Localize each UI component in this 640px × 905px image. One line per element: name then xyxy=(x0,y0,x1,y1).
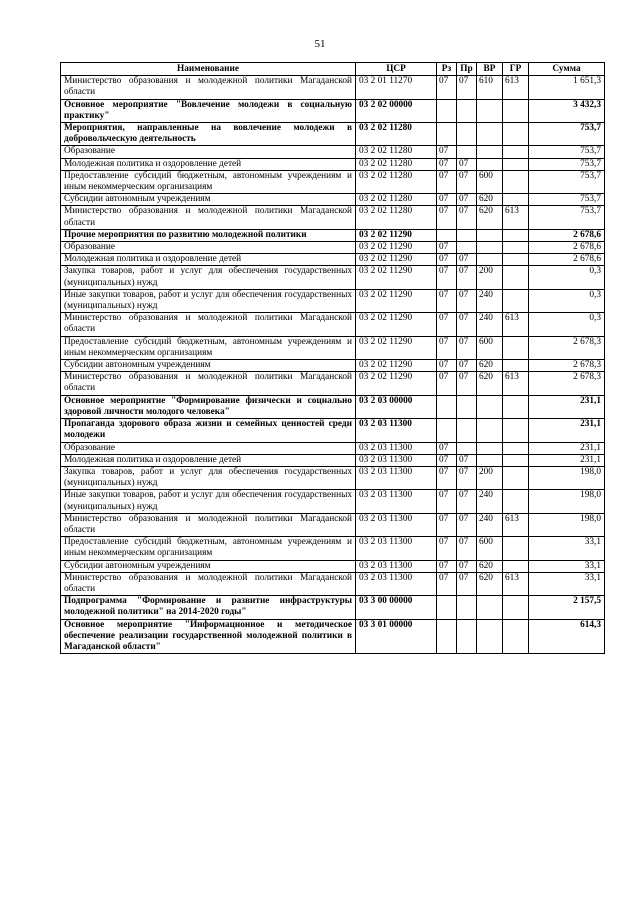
cell-vr: 600 xyxy=(477,336,503,359)
cell-gr xyxy=(503,619,529,654)
cell-name: Предоставление субсидий бюджетным, автономным учреждениям и иным некоммерческим организациям xyxy=(61,170,356,193)
cell-vr: 620 xyxy=(477,372,503,395)
table-row xyxy=(61,229,605,241)
cell-sum: 2 678,6 xyxy=(529,242,605,254)
cell-name: Молодежная политика и оздоровление детей xyxy=(61,454,356,466)
cell-vr xyxy=(477,99,503,122)
cell-pr: 07 xyxy=(457,289,477,312)
cell-sum: 2 678,3 xyxy=(529,336,605,359)
cell-sum: 0,3 xyxy=(529,313,605,336)
table-header-row xyxy=(61,63,605,76)
cell-pr: 07 xyxy=(457,560,477,572)
cell-csr: 03 2 03 11300 xyxy=(356,442,437,454)
page-number: 51 xyxy=(314,38,326,50)
cell-gr: 613 xyxy=(503,206,529,229)
table-row xyxy=(61,419,605,442)
cell-sum: 231,1 xyxy=(529,442,605,454)
cell-sum: 2 157,5 xyxy=(529,596,605,619)
table-row xyxy=(61,76,605,99)
cell-csr: 03 2 03 00000 xyxy=(356,395,437,418)
cell-vr: 620 xyxy=(477,194,503,206)
cell-csr: 03 2 02 11290 xyxy=(356,336,437,359)
cell-csr: 03 2 02 00000 xyxy=(356,99,437,122)
table-row xyxy=(61,454,605,466)
cell-rz xyxy=(437,419,457,442)
cell-pr: 07 xyxy=(457,372,477,395)
cell-sum: 231,1 xyxy=(529,454,605,466)
cell-rz: 07 xyxy=(437,372,457,395)
cell-name: Иные закупки товаров, работ и услуг для обеспечения государственных (муниципальных) нужд xyxy=(61,289,356,312)
cell-name: Основное мероприятие "Формирование физически и социально здоровой личности молодого человека" xyxy=(61,395,356,418)
cell-csr: 03 2 02 11280 xyxy=(356,158,437,170)
cell-name: Министерство образования и молодежной политики Магаданской области xyxy=(61,513,356,536)
cell-pr xyxy=(457,596,477,619)
cell-rz: 07 xyxy=(437,572,457,595)
cell-csr: 03 2 02 11290 xyxy=(356,372,437,395)
cell-pr: 07 xyxy=(457,572,477,595)
header-pr: Пр xyxy=(457,63,477,76)
cell-vr xyxy=(477,619,503,654)
table-row xyxy=(61,572,605,595)
cell-rz: 07 xyxy=(437,454,457,466)
cell-vr: 620 xyxy=(477,560,503,572)
table-row xyxy=(61,360,605,372)
cell-sum: 753,7 xyxy=(529,194,605,206)
cell-sum: 231,1 xyxy=(529,419,605,442)
cell-vr: 200 xyxy=(477,466,503,489)
cell-sum: 753,7 xyxy=(529,123,605,146)
cell-sum: 198,0 xyxy=(529,490,605,513)
table-row xyxy=(61,123,605,146)
table-row xyxy=(61,289,605,312)
header-sum: Сумма xyxy=(529,63,605,76)
table-row xyxy=(61,242,605,254)
cell-rz: 07 xyxy=(437,146,457,158)
table-row xyxy=(61,254,605,266)
cell-sum: 198,0 xyxy=(529,466,605,489)
table-row xyxy=(61,537,605,560)
cell-gr xyxy=(503,442,529,454)
cell-pr: 07 xyxy=(457,170,477,193)
cell-name: Основное мероприятие "Вовлечение молодежи в социальную практику" xyxy=(61,99,356,122)
cell-rz: 07 xyxy=(437,289,457,312)
cell-vr xyxy=(477,596,503,619)
table-row xyxy=(61,146,605,158)
cell-rz xyxy=(437,99,457,122)
cell-rz: 07 xyxy=(437,537,457,560)
cell-csr: 03 2 02 11280 xyxy=(356,146,437,158)
cell-name: Пропаганда здорового образа жизни и семейных ценностей среди молодежи xyxy=(61,419,356,442)
cell-pr: 07 xyxy=(457,158,477,170)
cell-pr: 07 xyxy=(457,313,477,336)
cell-pr xyxy=(457,123,477,146)
cell-csr: 03 2 03 11300 xyxy=(356,560,437,572)
cell-csr: 03 2 02 11280 xyxy=(356,206,437,229)
cell-gr xyxy=(503,419,529,442)
cell-gr xyxy=(503,242,529,254)
cell-csr: 03 2 03 11300 xyxy=(356,572,437,595)
cell-name: Министерство образования и молодежной политики Магаданской области xyxy=(61,372,356,395)
cell-vr: 620 xyxy=(477,206,503,229)
cell-csr: 03 2 02 11290 xyxy=(356,289,437,312)
cell-gr xyxy=(503,146,529,158)
table-row xyxy=(61,619,605,654)
table-body xyxy=(61,76,605,654)
cell-name: Основное мероприятие "Информационное и методическое обеспечение реализации государственной молодежной политики в Магаданской области" xyxy=(61,619,356,654)
cell-pr: 07 xyxy=(457,490,477,513)
cell-rz: 07 xyxy=(437,206,457,229)
cell-pr xyxy=(457,99,477,122)
cell-pr xyxy=(457,242,477,254)
table-row xyxy=(61,158,605,170)
cell-csr: 03 2 03 11300 xyxy=(356,454,437,466)
cell-vr xyxy=(477,146,503,158)
cell-name: Предоставление субсидий бюджетным, автономным учреждениям и иным некоммерческим организациям xyxy=(61,336,356,359)
cell-rz: 07 xyxy=(437,560,457,572)
cell-vr xyxy=(477,454,503,466)
table-row xyxy=(61,99,605,122)
cell-gr xyxy=(503,289,529,312)
cell-gr xyxy=(503,336,529,359)
cell-pr xyxy=(457,229,477,241)
header-vr: ВР xyxy=(477,63,503,76)
cell-gr xyxy=(503,560,529,572)
cell-pr: 07 xyxy=(457,466,477,489)
table-row xyxy=(61,336,605,359)
cell-csr: 03 3 01 00000 xyxy=(356,619,437,654)
cell-gr xyxy=(503,99,529,122)
cell-rz xyxy=(437,596,457,619)
cell-vr: 610 xyxy=(477,76,503,99)
cell-name: Закупка товаров, работ и услуг для обеспечения государственных (муниципальных) нужд xyxy=(61,466,356,489)
cell-sum: 2 678,3 xyxy=(529,360,605,372)
cell-name: Молодежная политика и оздоровление детей xyxy=(61,158,356,170)
cell-rz: 07 xyxy=(437,76,457,99)
table-row xyxy=(61,560,605,572)
cell-csr: 03 2 02 11290 xyxy=(356,360,437,372)
cell-gr: 613 xyxy=(503,513,529,536)
table-row xyxy=(61,170,605,193)
cell-gr xyxy=(503,158,529,170)
cell-pr xyxy=(457,419,477,442)
cell-rz: 07 xyxy=(437,313,457,336)
cell-vr xyxy=(477,254,503,266)
header-name: Наименование xyxy=(61,63,356,76)
cell-csr: 03 2 02 11290 xyxy=(356,229,437,241)
cell-csr: 03 2 01 11270 xyxy=(356,76,437,99)
table-row xyxy=(61,442,605,454)
cell-pr: 07 xyxy=(457,360,477,372)
cell-rz: 07 xyxy=(437,336,457,359)
cell-pr: 07 xyxy=(457,76,477,99)
cell-pr xyxy=(457,146,477,158)
cell-csr: 03 2 02 11290 xyxy=(356,313,437,336)
cell-rz: 07 xyxy=(437,254,457,266)
cell-gr xyxy=(503,360,529,372)
header-csr: ЦСР xyxy=(356,63,437,76)
cell-rz xyxy=(437,395,457,418)
cell-vr xyxy=(477,419,503,442)
cell-vr xyxy=(477,229,503,241)
cell-gr: 613 xyxy=(503,76,529,99)
cell-gr xyxy=(503,537,529,560)
cell-gr: 613 xyxy=(503,313,529,336)
cell-vr: 620 xyxy=(477,572,503,595)
cell-vr xyxy=(477,123,503,146)
cell-rz: 07 xyxy=(437,360,457,372)
table-row xyxy=(61,194,605,206)
cell-name: Субсидии автономным учреждениям xyxy=(61,360,356,372)
cell-gr xyxy=(503,466,529,489)
cell-pr: 07 xyxy=(457,206,477,229)
cell-rz: 07 xyxy=(437,242,457,254)
cell-gr xyxy=(503,170,529,193)
table-row xyxy=(61,372,605,395)
cell-csr: 03 2 02 11280 xyxy=(356,194,437,206)
cell-name: Иные закупки товаров, работ и услуг для обеспечения государственных (муниципальных) нужд xyxy=(61,490,356,513)
cell-vr: 200 xyxy=(477,266,503,289)
cell-pr xyxy=(457,619,477,654)
cell-sum: 753,7 xyxy=(529,158,605,170)
cell-vr: 240 xyxy=(477,490,503,513)
cell-sum: 753,7 xyxy=(529,206,605,229)
cell-gr xyxy=(503,454,529,466)
cell-rz: 07 xyxy=(437,513,457,536)
cell-rz: 07 xyxy=(437,466,457,489)
cell-name: Образование xyxy=(61,242,356,254)
cell-gr xyxy=(503,123,529,146)
cell-sum: 614,3 xyxy=(529,619,605,654)
cell-name: Образование xyxy=(61,442,356,454)
cell-sum: 231,1 xyxy=(529,395,605,418)
cell-name: Субсидии автономным учреждениям xyxy=(61,560,356,572)
table-row xyxy=(61,490,605,513)
cell-vr: 600 xyxy=(477,170,503,193)
cell-csr: 03 2 03 11300 xyxy=(356,513,437,536)
cell-pr: 07 xyxy=(457,266,477,289)
cell-vr: 240 xyxy=(477,513,503,536)
cell-rz: 07 xyxy=(437,490,457,513)
cell-gr xyxy=(503,266,529,289)
cell-csr: 03 2 03 11300 xyxy=(356,419,437,442)
cell-sum: 0,3 xyxy=(529,289,605,312)
table-row xyxy=(61,266,605,289)
cell-pr: 07 xyxy=(457,537,477,560)
header-gr: ГР xyxy=(503,63,529,76)
cell-csr: 03 2 02 11290 xyxy=(356,266,437,289)
cell-vr: 600 xyxy=(477,537,503,560)
cell-vr: 240 xyxy=(477,289,503,312)
cell-gr: 613 xyxy=(503,372,529,395)
cell-name: Предоставление субсидий бюджетным, автономным учреждениям и иным некоммерческим организациям xyxy=(61,537,356,560)
cell-vr xyxy=(477,442,503,454)
cell-sum: 33,1 xyxy=(529,572,605,595)
table-row xyxy=(61,206,605,229)
cell-gr xyxy=(503,395,529,418)
cell-vr xyxy=(477,395,503,418)
cell-gr xyxy=(503,194,529,206)
cell-pr xyxy=(457,442,477,454)
cell-sum: 1 651,3 xyxy=(529,76,605,99)
cell-gr: 613 xyxy=(503,572,529,595)
cell-pr: 07 xyxy=(457,254,477,266)
cell-sum: 3 432,3 xyxy=(529,99,605,122)
table-row xyxy=(61,596,605,619)
cell-gr xyxy=(503,229,529,241)
cell-vr xyxy=(477,242,503,254)
cell-gr xyxy=(503,596,529,619)
cell-sum: 753,7 xyxy=(529,170,605,193)
cell-csr: 03 3 00 00000 xyxy=(356,596,437,619)
cell-rz: 07 xyxy=(437,158,457,170)
cell-sum: 2 678,6 xyxy=(529,254,605,266)
cell-rz xyxy=(437,229,457,241)
cell-name: Субсидии автономным учреждениям xyxy=(61,194,356,206)
cell-rz xyxy=(437,123,457,146)
cell-name: Мероприятия, направленные на вовлечение молодежи в добровольческую деятельность xyxy=(61,123,356,146)
header-rz: Рз xyxy=(437,63,457,76)
cell-name: Подпрограмма "Формирование и развитие инфраструктуры молодежной политики" на 2014-2020 годы" xyxy=(61,596,356,619)
cell-pr xyxy=(457,395,477,418)
cell-csr: 03 2 02 11280 xyxy=(356,123,437,146)
cell-vr xyxy=(477,158,503,170)
cell-gr xyxy=(503,254,529,266)
cell-sum: 33,1 xyxy=(529,537,605,560)
cell-name: Министерство образования и молодежной политики Магаданской области xyxy=(61,313,356,336)
cell-name: Молодежная политика и оздоровление детей xyxy=(61,254,356,266)
cell-rz xyxy=(437,619,457,654)
cell-pr: 07 xyxy=(457,336,477,359)
cell-name: Министерство образования и молодежной политики Магаданской области xyxy=(61,76,356,99)
table-row xyxy=(61,513,605,536)
cell-sum: 2 678,3 xyxy=(529,372,605,395)
table-row xyxy=(61,466,605,489)
cell-csr: 03 2 02 11280 xyxy=(356,170,437,193)
cell-csr: 03 2 03 11300 xyxy=(356,537,437,560)
cell-sum: 33,1 xyxy=(529,560,605,572)
cell-rz: 07 xyxy=(437,194,457,206)
cell-gr xyxy=(503,490,529,513)
cell-name: Образование xyxy=(61,146,356,158)
cell-name: Министерство образования и молодежной политики Магаданской области xyxy=(61,572,356,595)
cell-rz: 07 xyxy=(437,170,457,193)
cell-pr: 07 xyxy=(457,454,477,466)
table-row xyxy=(61,313,605,336)
cell-pr: 07 xyxy=(457,194,477,206)
cell-vr: 620 xyxy=(477,360,503,372)
cell-sum: 198,0 xyxy=(529,513,605,536)
cell-sum: 0,3 xyxy=(529,266,605,289)
table-row xyxy=(61,395,605,418)
cell-name: Прочие мероприятия по развитию молодежной политики xyxy=(61,229,356,241)
cell-csr: 03 2 02 11290 xyxy=(356,242,437,254)
cell-csr: 03 2 03 11300 xyxy=(356,490,437,513)
cell-csr: 03 2 02 11290 xyxy=(356,254,437,266)
cell-name: Закупка товаров, работ и услуг для обеспечения государственных (муниципальных) нужд xyxy=(61,266,356,289)
cell-vr: 240 xyxy=(477,313,503,336)
cell-sum: 2 678,6 xyxy=(529,229,605,241)
cell-pr: 07 xyxy=(457,513,477,536)
cell-csr: 03 2 03 11300 xyxy=(356,466,437,489)
cell-rz: 07 xyxy=(437,266,457,289)
cell-rz: 07 xyxy=(437,442,457,454)
cell-sum: 753,7 xyxy=(529,146,605,158)
cell-name: Министерство образования и молодежной политики Магаданской области xyxy=(61,206,356,229)
budget-table xyxy=(60,62,605,654)
